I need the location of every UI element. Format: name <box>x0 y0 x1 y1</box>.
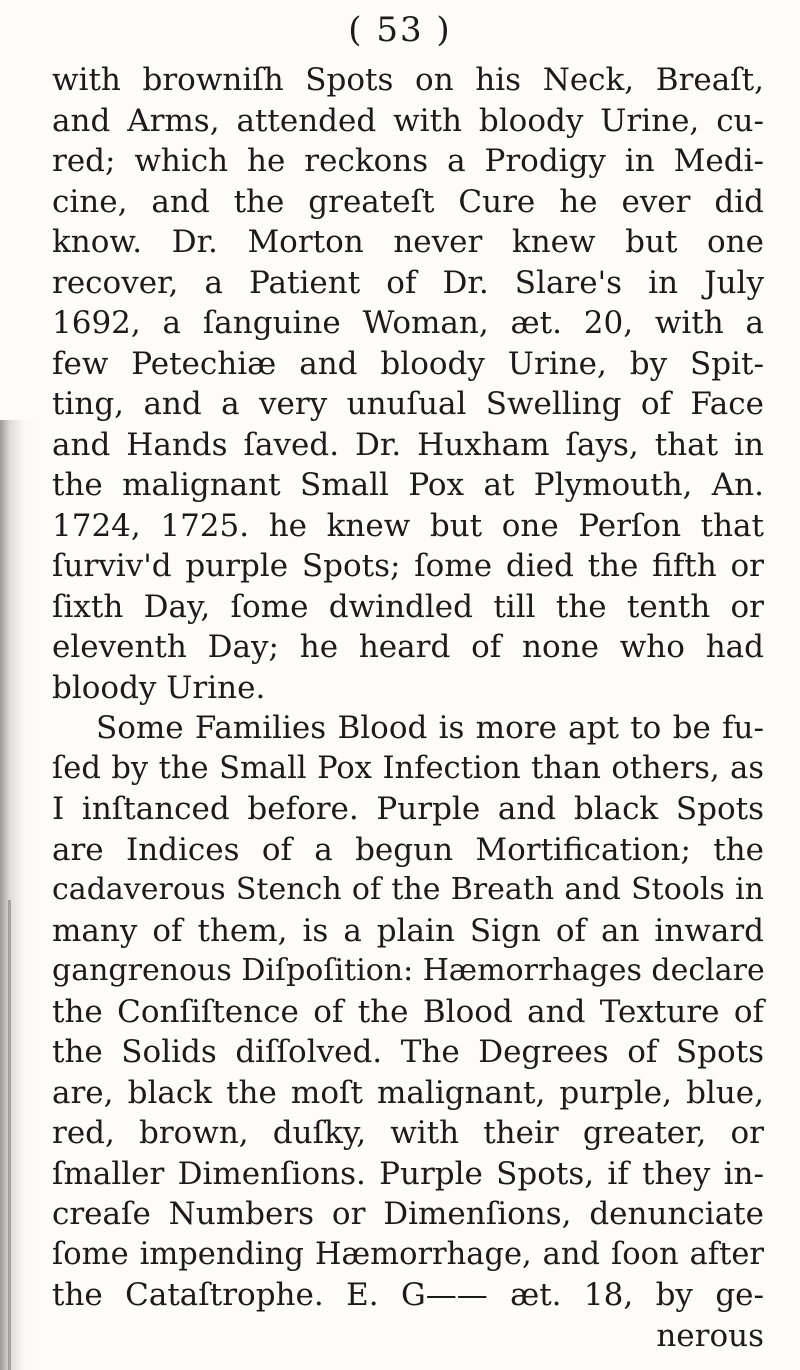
text-line: Some Families Blood is more apt to be fu- <box>96 710 764 746</box>
text-line: the malignant Small Pox at Plymouth, An. <box>52 467 764 503</box>
text-line: and Hands ſaved. Dr. Huxham ſays, that in <box>52 426 764 463</box>
text-line: are Indices of a begun Mortification; the <box>52 831 764 868</box>
text-line: and Arms, attended with bloody Urine, cu- <box>52 102 764 139</box>
text-line: are, black the moſt malignant, purple, blue, <box>52 1074 764 1111</box>
text-line: cadaverous Stench of the Breath and Stools in <box>52 872 764 907</box>
text-line: ting, and a very unuſual Swelling of Face <box>52 386 764 422</box>
page-gutter-shadow <box>0 420 40 1370</box>
text-line: few Petechiæ and bloody Urine, by Spit- <box>52 345 764 382</box>
text-line: ſome impending Hæmorrhage, and ſoon after <box>52 1236 764 1272</box>
text-line: red; which he reckons a Prodigy in Medi- <box>52 143 764 179</box>
text-line: bloody Urine. <box>52 669 266 706</box>
text-line: many of them, is a plain Sign of an inward <box>52 912 764 949</box>
text-line: gangrenous Diſpoſition: Hæmorrhages declare <box>52 953 765 988</box>
text-line: I inſtanced before. Purple and black Spots <box>52 791 764 827</box>
text-line: ſmaller Dimenſions. Purple Spots, if they in- <box>52 1155 764 1192</box>
text-line: ſed by the Small Pox Infection than others, as <box>52 750 764 786</box>
text-line: recover, a Patient of Dr. Slare's in July <box>52 264 764 301</box>
text-line: cine, and the greateſt Cure he ever did <box>52 183 764 220</box>
page-edge-line <box>8 900 11 1370</box>
body-text <box>52 60 764 1356</box>
text-line: the Solids diſſolved. The Degrees of Spots <box>52 1034 764 1070</box>
text-line: red, brown, duſky, with their greater, or <box>52 1115 764 1151</box>
text-line: the Cataſtrophe. E. G—— æt. 18, by ge- <box>52 1277 764 1313</box>
text-line: 1692, a ſanguine Woman, æt. 20, with a <box>52 305 764 341</box>
text-line: ſurviv'd purple Spots; ſome died the fifth or <box>52 548 764 584</box>
text-line: ſixth Day, ſome dwindled till the tenth or <box>52 588 764 625</box>
page-number: ( 53 ) <box>348 10 452 50</box>
text-line: creaſe Numbers or Dimenſions, denunciate <box>52 1196 764 1232</box>
text-line: 1724, 1725. he knew but one Perſon that <box>52 507 764 544</box>
text-line: with browniſh Spots on his Neck, Breaſt, <box>52 62 764 98</box>
text-line: eleventh Day; he heard of none who had <box>52 629 764 665</box>
catchword: nerous <box>656 1317 764 1354</box>
text-line: know. Dr. Morton never knew but one <box>52 224 764 260</box>
text-line: the Conſiſtence of the Blood and Texture of <box>52 993 764 1030</box>
